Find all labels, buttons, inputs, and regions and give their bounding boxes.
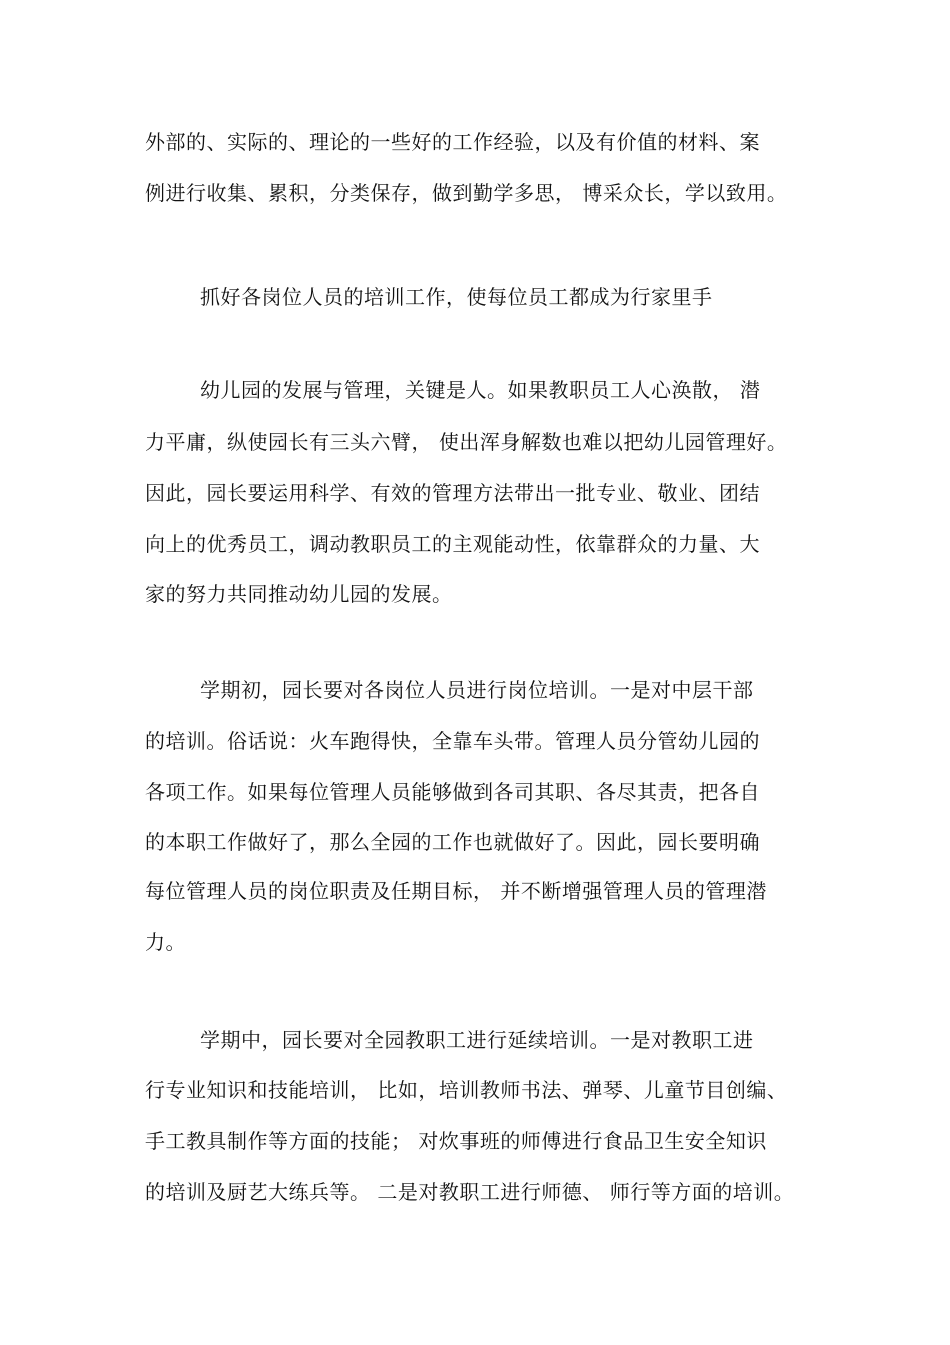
text-line: 的本职工作做好了，那么全园的工作也就做好了。因此，园长要明确 <box>145 830 760 854</box>
text-line: 各项工作。如果每位管理人员能够做到各司其职、各尽其责，把各自 <box>145 780 760 804</box>
text-line: 外部的、实际的、理论的一些好的工作经验，以及有价值的材料、案 <box>145 130 760 154</box>
text-line: 力。 <box>145 930 186 954</box>
text-line: 幼儿园的发展与管理，关键是人。如果教职员工人心涣散， 潜 <box>200 378 761 402</box>
text-line: 向上的优秀员工，调动教职员工的主观能动性，依靠群众的力量、大 <box>145 532 760 556</box>
text-line: 学期初，园长要对各岗位人员进行岗位培训。一是对中层干部 <box>200 678 754 702</box>
text-line: 手工教具制作等方面的技能； 对炊事班的师傅进行食品卫生安全知识 <box>145 1129 767 1153</box>
text-line: 家的努力共同推动幼儿园的发展。 <box>145 582 453 606</box>
text-line: 每位管理人员的岗位职责及任期目标， 并不断增强管理人员的管理潜 <box>145 879 767 903</box>
text-line: 行专业知识和技能培训， 比如，培训教师书法、弹琴、儿童节目创编、 <box>145 1078 788 1102</box>
text-line: 的培训。俗话说：火车跑得快，全靠车头带。管理人员分管幼儿园的 <box>145 729 760 753</box>
section-heading: 抓好各岗位人员的培训工作，使每位员工都成为行家里手 <box>200 285 713 309</box>
text-line: 因此，园长要运用科学、有效的管理方法带出一批专业、敬业、团结 <box>145 481 760 505</box>
text-line: 力平庸，纵使园长有三头六臂， 使出浑身解数也难以把幼儿园管理好。 <box>145 430 788 454</box>
text-line: 的培训及厨艺大练兵等。 二是对教职工进行师德、 师行等方面的培训。 <box>145 1180 795 1204</box>
text-line: 学期中，园长要对全园教职工进行延续培训。一是对教职工进 <box>200 1028 754 1052</box>
text-line: 例进行收集、累积，分类保存，做到勤学多思， 博采众长，学以致用。 <box>145 181 788 205</box>
